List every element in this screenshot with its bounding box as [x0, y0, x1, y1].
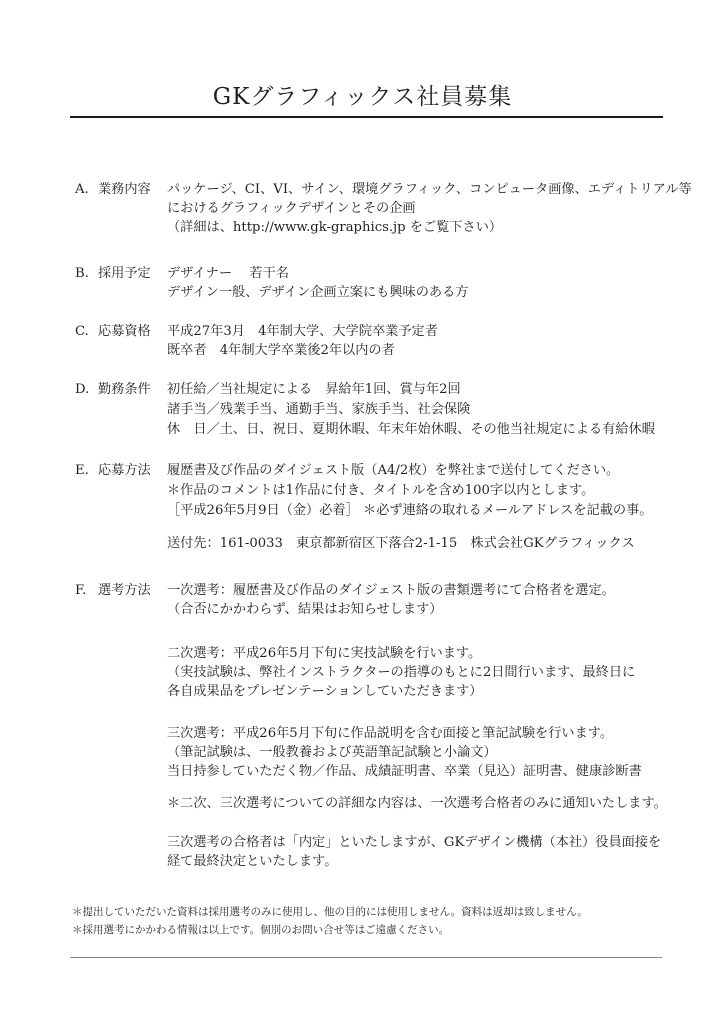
section-line: デザイン一般、デザイン企画立案にも興味のある方: [167, 285, 469, 300]
page-title: GKグラフィックス社員募集: [212, 84, 513, 110]
section-label: 採用予定: [98, 266, 151, 281]
third-selection-line: 当日持参していただく物／作品、成績証明書、卒業（見込）証明書、健康診断書: [167, 764, 642, 779]
final-decision-line: 経て最終決定といたします。: [167, 854, 338, 869]
section-letter: D.: [75, 382, 90, 397]
section-label: 応募方法: [98, 463, 151, 478]
selection-note: ＊二次、三次選考についての詳細な内容は、一次選考合格者のみに通知いたします。: [167, 796, 667, 811]
second-selection-line: （実技試験は、弊社インストラクターの指導のもとに2日間行います、最終日に: [167, 665, 636, 680]
first-selection-line: 一次選考：履歴書及び作品のダイジェスト版の書類選考にて合格者を選定。: [167, 583, 615, 598]
third-selection-line: （筆記試験は、一般教養および英語筆記試験と小論文）: [167, 745, 497, 760]
section-letter: E.: [75, 463, 89, 478]
footnote: ＊提出していただいた資料は採用選考のみに使用し、他の目的には使用しません。資料は返却は致しません。: [72, 906, 588, 918]
section-line: 初任給／当社規定による 昇給年1回、賞与年2回: [167, 382, 461, 397]
section-line: ［平成26年5月9日（金）必着］ ＊必ず連絡の取れるメールアドレスを記載の事。: [167, 503, 653, 518]
title-divider: [70, 116, 663, 118]
section-line: 既卒者 4年制大学卒業後2年以内の者: [167, 343, 395, 358]
final-decision-line: 三次選考の合格者は「内定」といたしますが、GKデザイン機構（本社）役員面接を: [167, 835, 662, 850]
website-link-line: （詳細は、http://www.gk-graphics.jp をご覧下さい）: [167, 220, 503, 235]
bottom-divider: [70, 957, 662, 958]
section-line: パッケージ、CI、VI、サイン、環境グラフィック、コンピュータ画像、エディトリアル等: [167, 182, 692, 197]
section-label: 勤務条件: [98, 382, 151, 397]
section-line: におけるグラフィックデザインとその企画: [167, 201, 416, 216]
section-letter: F.: [75, 583, 87, 598]
footnote: ＊採用選考にかかわる情報は以上です。個別のお問い合せ等はご遠慮ください。: [72, 924, 450, 936]
section-label: 選考方法: [98, 583, 151, 598]
section-letter: B.: [75, 266, 89, 281]
second-selection-line: 二次選考：平成26年5月下旬に実技試験を行います。: [167, 646, 482, 661]
mailing-address: 送付先：161-0033 東京都新宿区下落合2-1-15 株式会社GKグラフィックス: [167, 536, 635, 551]
first-selection-line: （合否にかかわらず、結果はお知らせします）: [167, 602, 443, 617]
section-letter: C.: [75, 324, 89, 339]
section-letter: A.: [75, 182, 89, 197]
second-selection-line: 各自成果品をプレゼンテーションしていただきます）: [167, 684, 483, 699]
section-line: 履歴書及び作品のダイジェスト版（A4/2枚）を弊社まで送付してください。: [167, 463, 620, 478]
section-line: 平成27年3月 4年制大学、大学院卒業予定者: [167, 324, 438, 339]
section-label: 応募資格: [98, 324, 151, 339]
section-label: 業務内容: [98, 182, 151, 197]
third-selection-line: 三次選考：平成26年5月下旬に作品説明を含む面接と筆記試験を行います。: [167, 726, 614, 741]
section-line: デザイナー 若干名: [167, 266, 289, 281]
section-line: 休 日／土、日、祝日、夏期休暇、年末年始休暇、その他当社規定による有給休暇: [167, 422, 655, 437]
section-line: ＊作品のコメントは1作品に付き、タイトルを含め100字以内とします。: [167, 483, 595, 498]
section-line: 諸手当／残業手当、通勤手当、家族手当、社会保険: [167, 402, 471, 417]
